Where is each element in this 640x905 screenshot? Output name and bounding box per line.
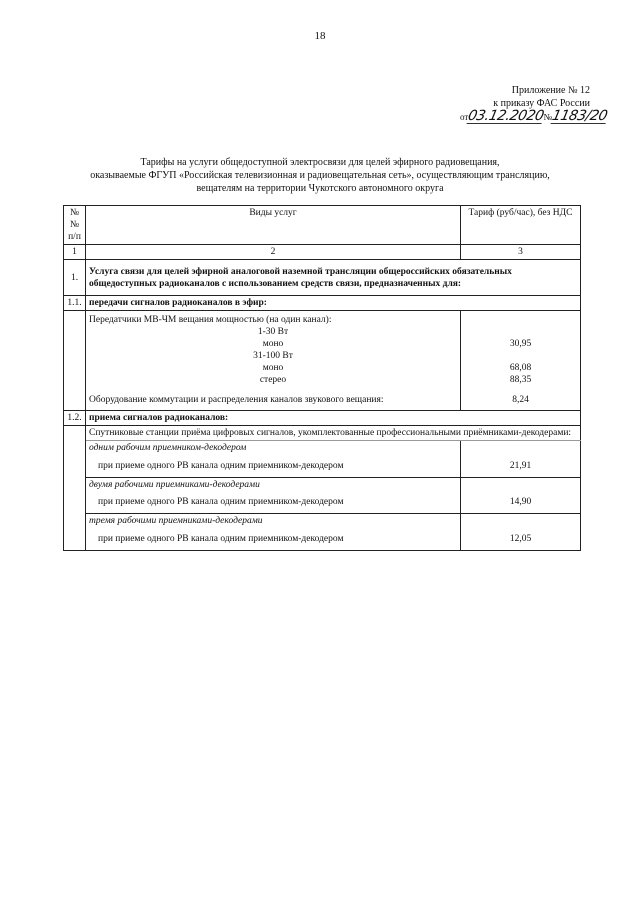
- subsection-1-2-text: приема сигналов радиоканалов:: [86, 411, 581, 426]
- satellite-value-1: 21,91: [461, 455, 581, 477]
- satellite-group-3-value-spacer: [461, 514, 581, 529]
- subsection-1-1-row: [64, 296, 581, 311]
- appendix-date-line: [460, 108, 609, 124]
- mono-2-label: моно: [262, 363, 284, 373]
- satellite-item-2-row: [64, 492, 581, 514]
- column-number-row: [64, 245, 581, 260]
- mono-1-label: моно: [262, 339, 284, 349]
- handwritten-date: 03.12.2020: [466, 108, 546, 124]
- number-prefix: №: [543, 112, 553, 122]
- satellite-item-2: при приеме одного РВ канала одним приемником-декодером: [86, 492, 461, 514]
- satellite-value-2: 14,90: [461, 492, 581, 514]
- subsection-1-1-number: 1.1.: [64, 296, 86, 311]
- satellite-group-2: двумя рабочими приемниками-декодерами: [86, 477, 461, 492]
- transmitters-intro: Передатчики МВ-ЧМ вещания мощностью (на один канал):: [89, 315, 332, 325]
- satellite-group-3: тремя рабочими приемниками-декодерами: [86, 514, 461, 529]
- satellite-group-2-row: [64, 477, 581, 492]
- document-title: [40, 156, 600, 195]
- satellite-item-1-row: [64, 455, 581, 477]
- transmitters-values: [461, 311, 581, 411]
- equipment-value: 8,24: [512, 395, 529, 405]
- satellite-group-2-value-spacer: [461, 477, 581, 492]
- subsection-1-1-text: передачи сигналов радиоканалов в эфир:: [86, 296, 581, 311]
- handwritten-number: 1183/20: [550, 108, 609, 124]
- satellite-intro-row: [64, 426, 581, 441]
- appendix-block: [460, 84, 609, 124]
- satellite-group-1: одним рабочим приемником-декодером: [86, 441, 461, 456]
- section-1-number: 1.: [64, 260, 86, 296]
- header-number: №№ п/п: [64, 206, 86, 245]
- appendix-title: Приложение № 12: [511, 85, 590, 96]
- col-number-2: 2: [86, 245, 461, 260]
- tariff-table: [63, 205, 581, 551]
- mono-2-value: 68,08: [509, 363, 532, 373]
- header-tariff: Тариф (руб/час), без НДС: [461, 206, 581, 245]
- title-line-1: Тарифы на услуги общедоступной электросвязи для целей эфирного радиовещания,: [140, 157, 500, 168]
- satellite-empty-cell: [64, 426, 86, 551]
- header-services: Виды услуг: [86, 206, 461, 245]
- satellite-item-3-row: [64, 528, 581, 550]
- stereo-2-value: 88,35: [509, 375, 532, 385]
- equipment-label: Оборудование коммутации и распределения каналов звукового вещания:: [89, 395, 384, 405]
- power-range-2: 31-100 Вт: [253, 351, 293, 361]
- satellite-group-1-row: [64, 441, 581, 456]
- satellite-item-1: при приеме одного РВ канала одним приемником-декодером: [86, 455, 461, 477]
- col-number-3: 3: [461, 245, 581, 260]
- power-range-1: 1-30 Вт: [257, 327, 289, 337]
- title-line-3: вещателям на территории Чукотского автономного округа: [196, 183, 444, 194]
- transmitters-description: [86, 311, 461, 411]
- mono-1-value: 30,95: [509, 339, 532, 349]
- satellite-group-3-row: [64, 514, 581, 529]
- transmitters-row: [64, 311, 581, 411]
- satellite-group-1-value-spacer: [461, 441, 581, 456]
- satellite-intro: Спутниковые станции приёма цифровых сигналов, укомплектованные профессиональными приёмниками-декодерами:: [86, 426, 581, 441]
- satellite-item-3: при приеме одного РВ канала одним приемником-декодером: [86, 528, 461, 550]
- section-1-text: Услуга связи для целей эфирной аналоговой наземной трансляции общероссийских обязательных общедоступных радиоканалов с использованием средств связи, предназначенных для:: [86, 260, 581, 296]
- transmitters-empty-cell: [64, 311, 86, 411]
- col-number-1: 1: [64, 245, 86, 260]
- stereo-2-label: стерео: [259, 375, 287, 385]
- table-header-row: [64, 206, 581, 245]
- appendix-order-ref: к приказу ФАС России: [493, 98, 590, 109]
- subsection-1-2-row: [64, 411, 581, 426]
- subsection-1-2-number: 1.2.: [64, 411, 86, 426]
- satellite-value-3: 12,05: [461, 528, 581, 550]
- title-line-2: оказываемые ФГУП «Российская телевизионная и радиовещательная сеть», осуществляющим трансляцию,: [90, 170, 550, 181]
- date-prefix: от: [460, 112, 469, 122]
- page-number: 18: [314, 30, 326, 42]
- section-1-row: [64, 260, 581, 296]
